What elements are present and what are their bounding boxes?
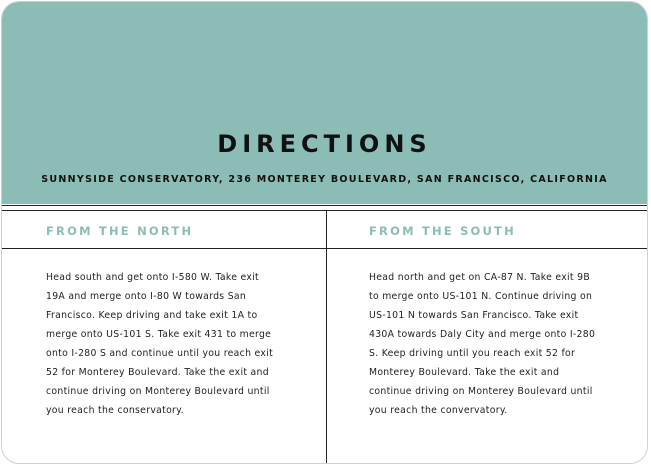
venue-address: SUNNYSIDE CONSERVATORY, 236 MONTEREY BOULEVARD, SAN FRANCISCO, CALIFORNIA [41,174,608,185]
south-directions: Head north and get on CA-87 N. Take exit 9B to merge onto US-101 N. Continue driving on US-101 N towards San Francisco. Take exit 430A towards Daly City and merge onto I-280 S. Keep driving until you reach exit 52 for Monterey Boulevard. Take the exit and continue driving on Monterey Boulevard until you reach the convervatory. [369,272,596,416]
divider-heading-row [2,248,647,249]
page-title: DIRECTIONS [217,130,432,158]
divider-table-top [2,210,647,211]
south-heading: FROM THE SOUTH [369,224,516,238]
north-directions: Head south and get onto I-580 W. Take exit 19A and merge onto I-80 W towards San Francisco. Keep driving and take exit 1A to merge onto US-101 S. Take exit 431 to merge onto I-280 S and continue until you reach exit 52 for Monterey Boulevard. Take the exit and continue driving on Monterey Boulevard until you reach the conservatory. [46,272,274,416]
directions-card [1,1,648,464]
north-heading: FROM THE NORTH [46,224,194,238]
column-divider [326,210,327,464]
header-banner [2,2,647,204]
divider-top [2,205,647,206]
